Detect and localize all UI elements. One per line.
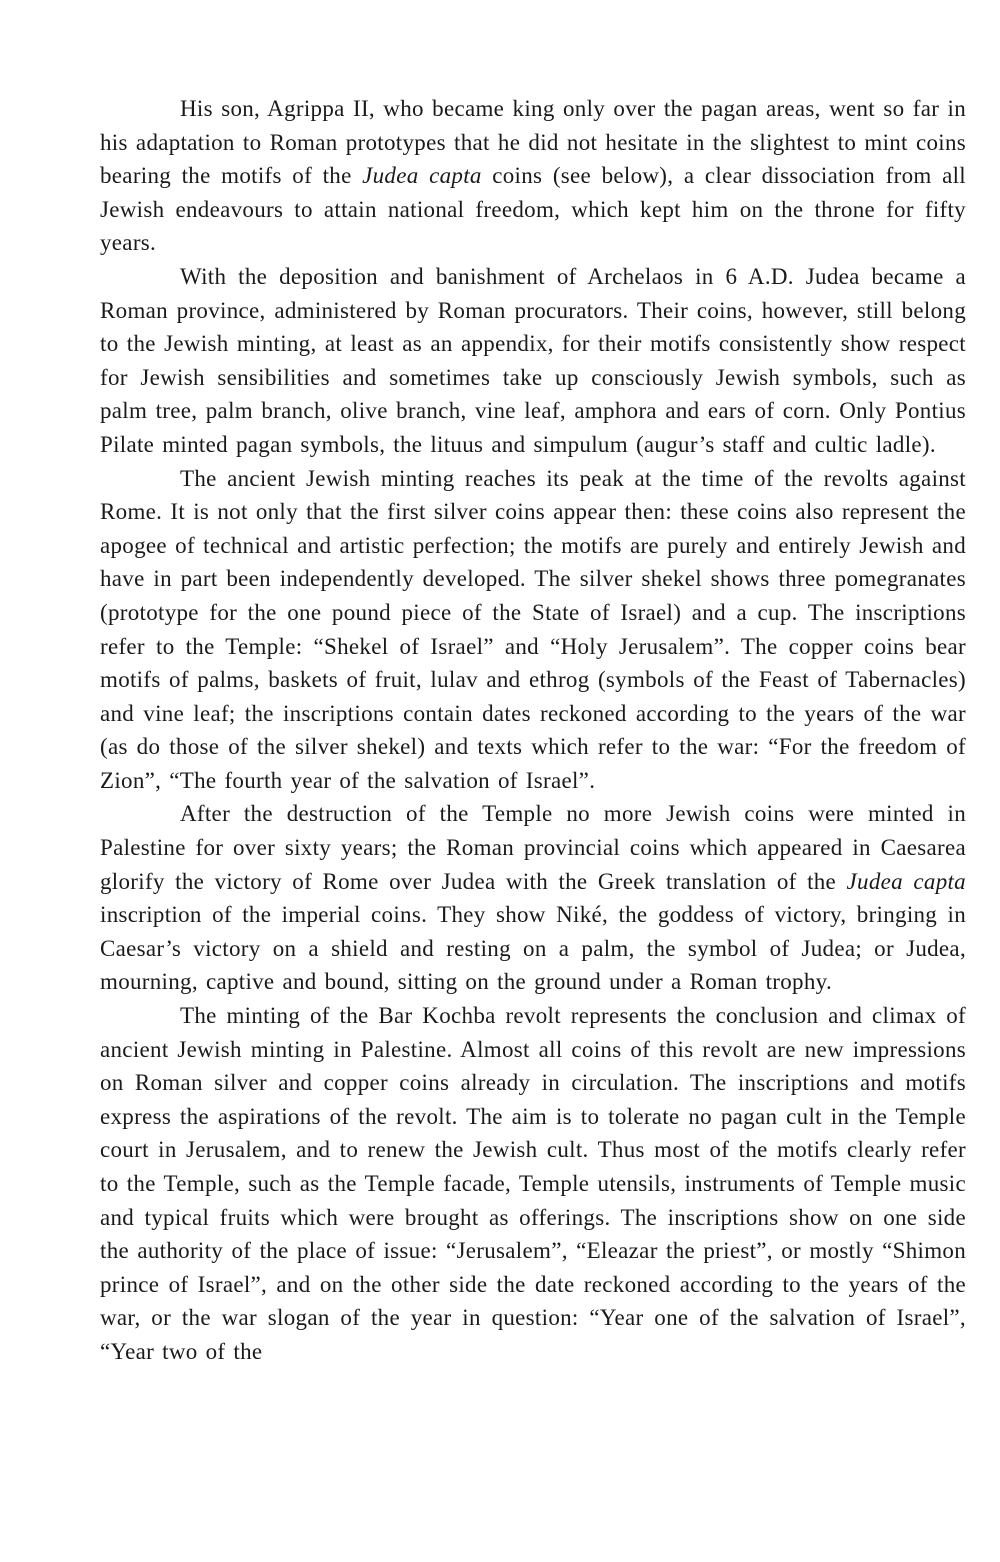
paragraph-bar-kochba: [100, 999, 966, 1369]
italic-phrase: Judea capta: [846, 868, 966, 894]
italic-phrase: Judea capta: [362, 163, 482, 189]
paragraph-text: The minting of the Bar Kochba revolt represents the conclusion and climax of ancient Jewish minting in Palestine. Almost all coins of this revolt are new impressions on Roman silver and copper coins already in circulation. The inscriptions and motifs express the aspirations of the revolt. The aim is to tolerate no pagan cult in the Temple court in Jerusalem, and to renew the Jewish cult. Thus most of the motifs clearly refer to the Temple, such as the Temple facade, Temple utensils, instruments of Temple music and typical fruits which were brought as offerings. The inscriptions show on one side the authority of the place of issue: “Jerusalem”, “Eleazar the priest”, or mostly “Shimon prince of Israel”, and on the other side the date reckoned according to the years of the war, or the war slogan of the year in question: “Year one of the salvation of Israel”, “Year two of the: [100, 1003, 966, 1364]
paragraph-text: The ancient Jewish minting reaches its peak at the time of the revolts against Rome. It is not only that the first silver coins appear then: these coins also represent the apogee of technical and artistic perfection; the motifs are purely and entirely Jewish and have in part been independently developed. The silver shekel shows three pomegranates (prototype for the one pound piece of the State of Israel) and a cup. The inscriptions refer to the Temple: “Shekel of Israel” and “Holy Jerusalem”. The copper coins bear motifs of palms, baskets of fruit, lulav and ethrog (symbols of the Feast of Tabernacles) and vine leaf; the inscriptions contain dates reckoned according to the years of the war (as do those of the silver shekel) and texts which refer to the war: “For the freedom of Zion”, “The fourth year of the salvation of Israel”.: [100, 465, 966, 793]
paragraph-text: inscription of the imperial coins. They show Niké, the goddess of victory, bringing in Caesar’s victory on a shield and resting on a palm, the symbol of Judea; or Judea, mourning, captive and bound, sitting on the ground under a Roman trophy.: [100, 902, 966, 995]
paragraph-destruction: [100, 797, 966, 999]
paragraph-text: His son, Agrippa II, who became king only over the pagan areas, went so far in his adaptation to Roman prototypes that he did not hesitate in the slightest to mint coins bearing the motifs of the: [100, 96, 966, 189]
paragraph-agrippa: [100, 92, 966, 260]
paragraph-revolts: [100, 462, 966, 798]
paragraph-procurators: [100, 260, 966, 462]
page-body: [100, 92, 966, 1369]
paragraph-text: coins (see below), a clear dissociation from all Jewish endeavours to attain national freedom, which kept him on the throne for fifty years.: [100, 163, 966, 256]
paragraph-text: With the deposition and banishment of Archelaos in 6 A.D. Judea became a Roman province, administered by Roman procurators. Their coins, however, still belong to the Jewish minting, at least as an appendix, for their motifs consistently show respect for Jewish sensibilities and sometimes take up consciously Jewish symbols, such as palm tree, palm branch, olive branch, vine leaf, amphora and ears of corn. Only Pontius Pilate minted pagan symbols, the lituus and simpulum (augur’s staff and cultic ladle).: [100, 263, 966, 457]
paragraph-text: After the destruction of the Temple no more Jewish coins were minted in Palestine for over sixty years; the Roman provincial coins which appeared in Caesarea glorify the victory of Rome over Judea with the Greek translation of the: [100, 801, 966, 894]
